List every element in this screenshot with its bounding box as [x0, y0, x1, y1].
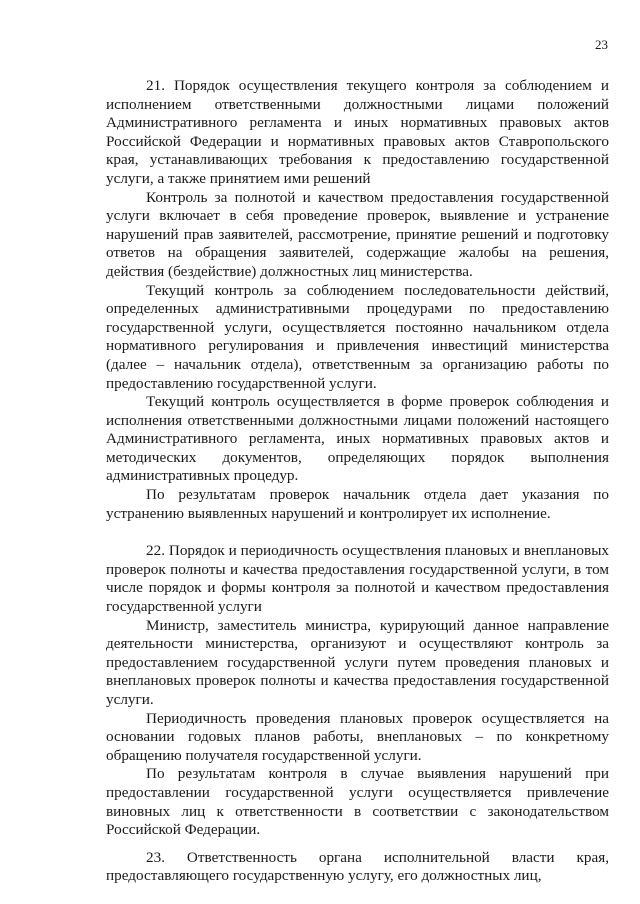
page-number: 23 [595, 37, 608, 52]
paragraph: Министр, заместитель министра, курирующий данное направление деятельности министерства, организуют и осуществляют контроль за предоставлением государственной услуги путем проведения плановых и внеплановых проверок полноты и качества предоставления государственной услуги. [106, 616, 609, 708]
section-23-heading: 23. Ответственность органа исполнительной власти края, предоставляющего государственную услугу, его должностных лиц, [106, 848, 609, 885]
paragraph: Текущий контроль за соблюдением последовательности действий, определенных административными процедурами по предоставлению государственной услуги, осуществляется постоянно начальником отдела нормативного регулирования и привлечения инвестиций министерства (далее – начальник отдела), ответственным за организацию работы по предоставлению государственной услуги. [106, 281, 609, 392]
paragraph: По результатам проверок начальник отдела дает указания по устранению выявленных нарушений и контролирует их исполнение. [106, 486, 609, 522]
section-21-heading: 21. Порядок осуществления текущего контроля за соблюдением и исполнением ответственными должностными лицами положений Административного регламента и иных нормативных правовых актов Российской Федерации и нормативных правовых актов Ставропольского края, устанавливающих требования к предоставлению государственной услуги, а также принятием ими решений [106, 77, 609, 187]
paragraph: По результатам контроля в случае выявления нарушений при предоставлении государственной услуги осуществляется привлечение виновных лиц к ответственности в соответствии с законодательством Российской Федерации. [106, 765, 609, 839]
paragraph: Текущий контроль осуществляется в форме проверок соблюдения и исполнения ответственными должностными лицами положений настоящего Административного регламента, иных нормативных правовых актов и методических документов, определяющих порядок выполнения административных процедур. [106, 393, 609, 485]
paragraph: Периодичность проведения плановых проверок осуществляется на основании годовых планов работы, внеплановых – по конкретному обращению получателя государственной услуги. [106, 709, 609, 764]
paragraph: Контроль за полнотой и качеством предоставления государственной услуги включает в себя проведение проверок, выявление и устранение нарушений прав заявителей, рассмотрение, принятие решений и подготовку ответов на обращения заявителей, содержащие жалобы на решения, действия (бездействие) должностных лиц министерства. [106, 188, 609, 280]
document-body [106, 77, 609, 886]
section-22-heading: 22. Порядок и периодичность осуществления плановых и внеплановых проверок полноты и качества предоставления государственной услуги, в том числе порядок и формы контроля за полнотой и качеством предоставления государственной услуги [106, 542, 609, 616]
